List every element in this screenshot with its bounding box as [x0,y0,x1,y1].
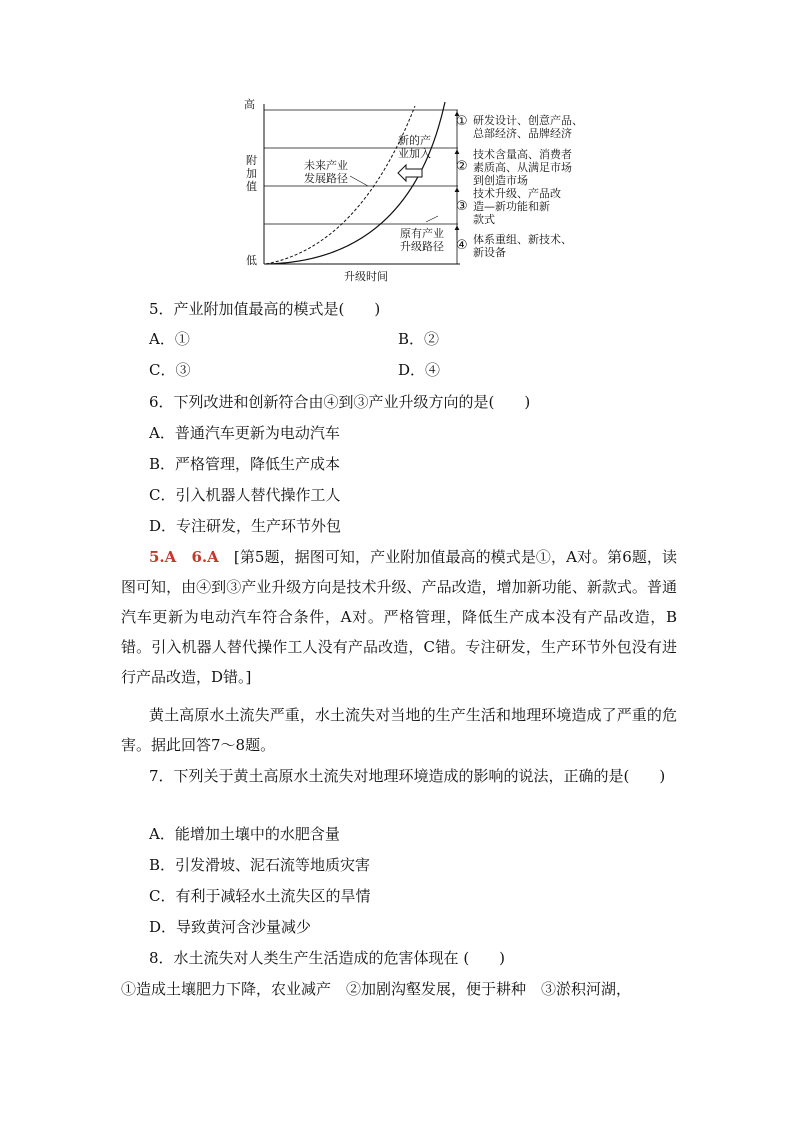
q6-option-c: C．引入机器人替代操作工人 [149,486,341,504]
original-path-label: 原有产业 升级路径 [400,227,444,253]
q8-options-line: ①造成土壤肥力下降，农业减产 ②加剧沟壑发展，便于耕种 ③淤积河湖， [121,980,632,998]
level-2-mark: ② [456,159,468,174]
level-4-mark: ④ [456,238,468,253]
level-4-text: 体系重组、新技术、 新设备 [473,233,572,259]
future-path-curve [266,106,415,264]
q5-option-c: C．③ [149,361,191,379]
answer-5-6 [121,542,677,692]
intro-7-8: 黄土高原水土流失严重，水土流失对当地的生产生活和地理环境造成了严重的危害。据此回答7～8题。 [121,706,677,754]
future-label-pointer [350,176,368,186]
q7-stem: 7．下列关于黄土高原水土流失对地理环境造成的影响的说法，正确的是( ) [149,767,666,785]
level-3-text: 技术升级、产品改 造—新功能和新 款式 [473,187,561,226]
answer-keys: 5.A 6.A [149,548,219,566]
future-path-label: 未来产业 发展路径 [304,159,348,185]
level-3-mark: ③ [456,199,468,214]
q5-option-b: B．② [398,330,440,348]
q6-option-b: B．严格管理，降低生产成本 [149,455,341,473]
level-2-text: 技术含量高、消费者 素质高、从满足市场 到创造市场 [473,148,572,187]
q5-option-a: A．① [149,330,190,348]
q6-option-d: D．专注研发，生产环节外包 [149,517,342,535]
q8-stem: 8．水土流失对人类生产生活造成的危害体现在 ( ) [149,949,506,967]
q7-option-a: A．能增加土壤中的水肥含量 [149,825,340,843]
q5-option-d: D．④ [398,361,441,379]
q6-option-a: A．普通汽车更新为电动汽车 [149,424,340,442]
q7-option-c: C．有利于减轻水土流失区的旱情 [149,887,371,905]
y-axis-high-label: 高 [244,98,255,111]
y-axis-low-label: 低 [246,254,257,267]
level-1-mark: ① [456,114,468,129]
new-industry-label: 新的产 业加入 [398,134,431,160]
x-axis-label: 升级时间 [344,270,388,283]
q6-stem: 6．下列改进和创新符合由④到③产业升级方向的是( ) [149,393,531,411]
original-label-pointer [426,216,438,222]
q7-option-b: B．引发滑坡、泥石流等地质灾害 [149,856,371,874]
hollow-arrow [398,165,422,181]
q5-stem: 5．产业附加值最高的模式是( ) [149,300,381,318]
q7-option-d: D．导致黄河含沙量减少 [149,918,312,936]
industry-upgrade-figure [240,96,600,296]
y-axis-label: 附 加 值 [246,154,257,193]
answer-explanation: [第5题，据图可知，产业附加值最高的模式是①，A对。第6题，读图可知，由④到③产业升级方向是技术升级、产品改造，增加新功能、新款式。普通汽车更新为电动汽车符合条件，A对。严格管理，降低生产成本没有产品改造，B错。引入机器人替代操作工人没有产品改造，C错。专注研发，生产环节外包没有进行产品改造，D错。] [121,548,677,686]
level-1-text: 研发设计、创意产品、 总部经济、品牌经济 [473,114,583,140]
